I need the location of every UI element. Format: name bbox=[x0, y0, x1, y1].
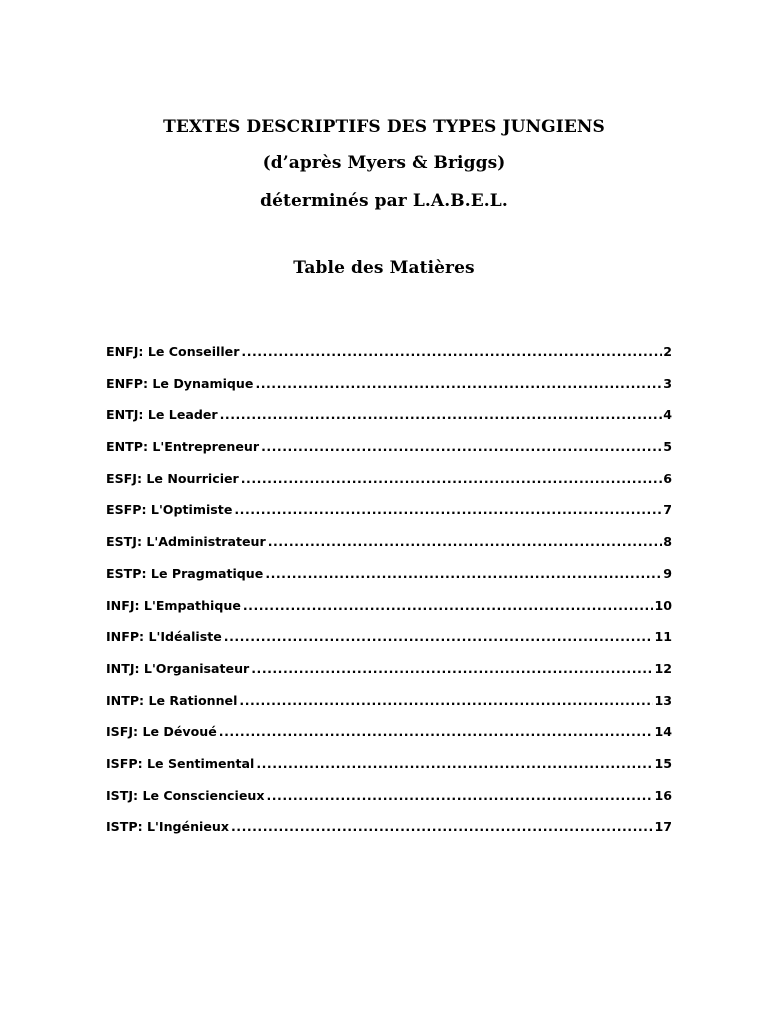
toc-entry-label: INFJ: L'Empathique bbox=[106, 597, 241, 613]
toc-entry-page: 16 bbox=[654, 787, 672, 803]
toc-entry-label: INTJ: L'Organisateur bbox=[106, 660, 250, 676]
toc-entry-page: 6 bbox=[663, 470, 672, 486]
document-title: TEXTES DESCRIPTIFS DES TYPES JUNGIENS bbox=[163, 117, 605, 137]
toc-entry-page: 2 bbox=[663, 344, 672, 359]
toc-entry[interactable] bbox=[106, 471, 672, 503]
toc-entry-page: 8 bbox=[663, 534, 672, 550]
toc-entry[interactable] bbox=[106, 439, 672, 471]
toc-entry-page: 4 bbox=[663, 407, 672, 423]
toc-dot-leader bbox=[261, 439, 662, 454]
toc-entry-label: ESTP: Le Pragmatique bbox=[106, 565, 264, 581]
toc-entry[interactable] bbox=[106, 344, 672, 376]
toc-entry-page: 14 bbox=[654, 724, 672, 740]
toc-entry-label: INFP: L'Idéaliste bbox=[106, 629, 222, 645]
toc-entry-label: ENFP: Le Dynamique bbox=[106, 375, 254, 391]
toc-entry-label: ENFJ: Le Conseiller bbox=[106, 344, 240, 359]
table-of-contents bbox=[106, 344, 672, 851]
toc-entry-label: ESTJ: L'Administrateur bbox=[106, 534, 266, 550]
toc-dot-leader bbox=[241, 344, 662, 359]
toc-dot-leader bbox=[231, 819, 653, 834]
toc-entry-page: 7 bbox=[663, 502, 672, 518]
toc-entry[interactable] bbox=[106, 629, 672, 661]
toc-entry-label: ESFP: L'Optimiste bbox=[106, 502, 233, 518]
toc-dot-leader bbox=[255, 376, 662, 391]
toc-dot-leader bbox=[265, 566, 662, 581]
toc-entry-page: 10 bbox=[654, 597, 672, 613]
toc-entry-label: ESFJ: Le Nourricier bbox=[106, 470, 239, 486]
toc-entry[interactable] bbox=[106, 407, 672, 439]
toc-dot-leader bbox=[268, 534, 663, 549]
toc-dot-leader bbox=[234, 502, 662, 517]
toc-entry[interactable] bbox=[106, 693, 672, 725]
toc-entry[interactable] bbox=[106, 598, 672, 630]
toc-entry-page: 3 bbox=[663, 375, 672, 391]
toc-entry-label: ENTJ: Le Leader bbox=[106, 407, 218, 423]
toc-entry[interactable] bbox=[106, 788, 672, 820]
toc-entry-label: ISFP: Le Sentimental bbox=[106, 755, 255, 771]
document-author-line: déterminés par L.A.B.E.L. bbox=[260, 191, 508, 211]
toc-entry[interactable] bbox=[106, 566, 672, 598]
toc-entry-page: 9 bbox=[663, 565, 672, 581]
toc-dot-leader bbox=[266, 788, 653, 803]
toc-dot-leader bbox=[256, 756, 653, 771]
toc-entry-label: ISTP: L'Ingénieux bbox=[106, 819, 229, 835]
toc-entry-page: 12 bbox=[654, 660, 672, 676]
toc-entry-page: 15 bbox=[654, 755, 672, 771]
toc-entry-page: 13 bbox=[654, 692, 672, 708]
toc-entry[interactable] bbox=[106, 502, 672, 534]
toc-dot-leader bbox=[219, 724, 654, 739]
toc-entry[interactable] bbox=[106, 756, 672, 788]
toc-entry-label: ENTP: L'Entrepreneur bbox=[106, 439, 260, 455]
toc-entry-page: 17 bbox=[654, 819, 672, 835]
toc-entry-label: ISFJ: Le Dévoué bbox=[106, 724, 217, 740]
toc-entry[interactable] bbox=[106, 819, 672, 851]
toc-entry-label: INTP: Le Rationnel bbox=[106, 692, 238, 708]
toc-dot-leader bbox=[251, 661, 653, 676]
toc-entry[interactable] bbox=[106, 724, 672, 756]
toc-entry[interactable] bbox=[106, 534, 672, 566]
toc-dot-leader bbox=[220, 407, 663, 422]
toc-entry-label: ISTJ: Le Consciencieux bbox=[106, 787, 265, 803]
toc-dot-leader bbox=[239, 693, 653, 708]
toc-entry[interactable] bbox=[106, 661, 672, 693]
toc-heading: Table des Matières bbox=[293, 258, 475, 278]
document-subtitle: (d’après Myers & Briggs) bbox=[262, 153, 506, 173]
toc-entry-page: 5 bbox=[663, 439, 672, 455]
toc-dot-leader bbox=[243, 598, 654, 613]
toc-entry[interactable] bbox=[106, 376, 672, 408]
toc-dot-leader bbox=[241, 471, 662, 486]
toc-entry-page: 11 bbox=[654, 629, 672, 645]
toc-dot-leader bbox=[224, 629, 654, 644]
